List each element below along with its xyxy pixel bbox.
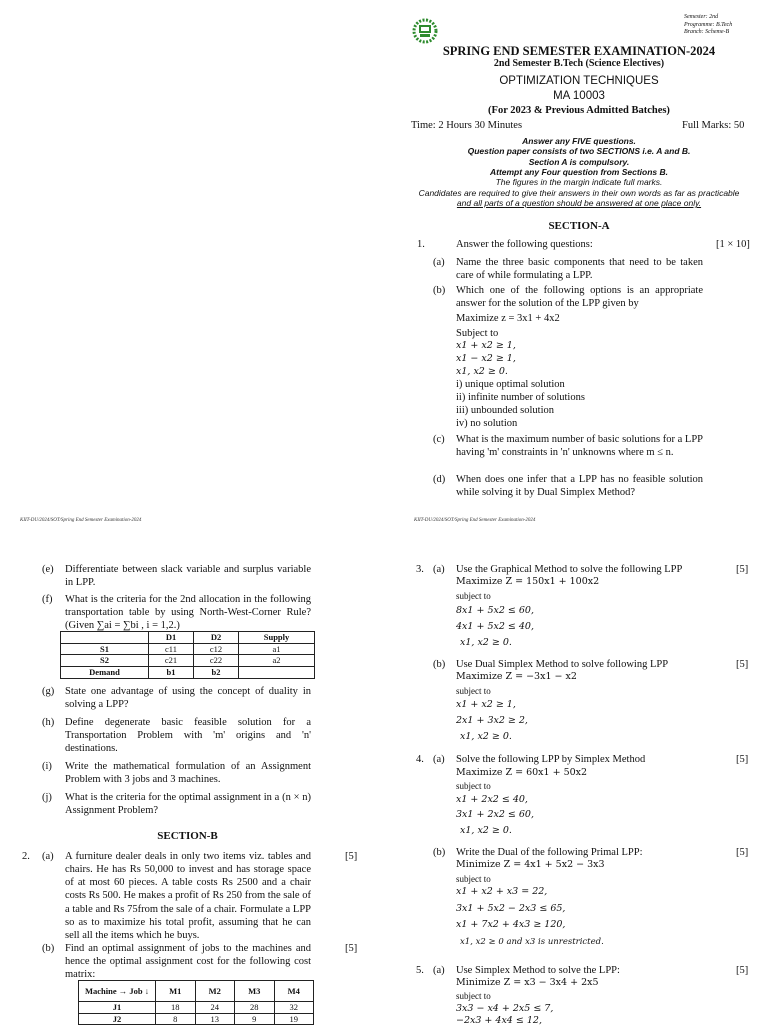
table-cell: c21 (149, 655, 194, 667)
table-row (61, 643, 315, 655)
exam-meta (684, 14, 732, 37)
lpp-line: 3x1 + 2x2 ≤ 60, (456, 809, 534, 820)
question-marks: [5] (345, 943, 358, 954)
exam-time: Time: 2 Hours 30 Minutes (411, 120, 523, 131)
lpp-line: Maximize z = 3x1 + 4x2 (456, 313, 560, 324)
part-text: A furniture dealer deals in only two items viz. tables and chairs. He has Rs 50,000 to invest and has storage space of at most 60 pieces. A table costs Rs 2500 and a chair costs Rs 500. He makes a profit of Rs 250 from the sale of a table and Rs 75from the sale of a chair. Formulate a LPP so as to maximize his total profit, assuming that he can sell all the items which he buys. (65, 851, 311, 941)
lpp-line: x1 + x2 ≥ 1, (456, 340, 516, 351)
instruction-line: Answer any FIVE questions. (522, 136, 636, 146)
table-header-cell: M1 (156, 981, 196, 1002)
part-text: What is the maximum number of basic solutions for a LPP having 'm' constraints in 'n' unknowns where m ≤ n. (456, 434, 703, 459)
table-cell: 9 (235, 1013, 275, 1025)
table-cell: b2 (194, 666, 239, 678)
transportation-table (60, 631, 315, 679)
table-cell: c11 (149, 643, 194, 655)
part-label: (b) (42, 943, 55, 954)
course-name: OPTIMIZATION TECHNIQUES (499, 75, 659, 87)
part-label: (j) (42, 792, 52, 803)
part-text: Differentiate between slack variable and surplus variable in LPP. (65, 564, 311, 589)
batch-note: (For 2023 & Previous Admitted Batches) (488, 105, 670, 116)
instruction-line: Question paper consists of two SECTIONS i.e. A and B. (467, 146, 691, 157)
part-text: Write the mathematical formulation of an Assignment Problem with 3 jobs and 3 machines. (65, 761, 311, 786)
instruction-line: Section A is compulsory. (528, 156, 630, 167)
table-header-cell: M3 (235, 981, 275, 1002)
table-header-cell: Machine → Job ↓ (79, 981, 156, 1002)
part-label: (h) (42, 717, 55, 728)
question-number: 1. (417, 239, 425, 250)
lpp-line: 8x1 + 5x2 ≤ 60, (456, 605, 534, 616)
table-cell: b1 (149, 666, 194, 678)
part-text: Find an optimal assignment of jobs to the machines and hence the optimal assignment cost for the following cost matrix: (65, 943, 311, 981)
part-label: (a) (433, 257, 445, 268)
part-text: What is the criteria for the optimal assignment in a (n × n) Assignment Problem? (65, 792, 311, 817)
question-number: 2. (22, 851, 30, 862)
part-text: Write the Dual of the following Primal LPP: (456, 847, 643, 858)
lpp-line: x1 + 2x2 ≤ 40, (456, 794, 528, 805)
university-logo-icon (412, 18, 438, 44)
full-marks: Full Marks: 50 (682, 120, 745, 131)
part-label: (f) (42, 594, 53, 605)
part-label: (b) (433, 285, 446, 296)
question-number: 3. (416, 564, 424, 575)
table-header-cell: M4 (274, 981, 314, 1002)
question-marks: [5] (736, 965, 749, 976)
table-cell: 18 (156, 1002, 196, 1014)
lpp-line: x1, x2 ≥ 0. (460, 825, 512, 836)
question-number: 5. (416, 965, 424, 976)
option-line: iii) unbounded solution (456, 405, 554, 416)
table-cell: c12 (194, 643, 239, 655)
question-text: Answer the following questions: (456, 239, 593, 250)
lpp-line: subject to (456, 874, 491, 884)
question-marks: [5] (736, 754, 749, 765)
table-header-cell: Supply (239, 632, 315, 644)
table-cell: 32 (274, 1002, 314, 1014)
table-header-cell: D1 (149, 632, 194, 644)
lpp-line: x1, x2 ≥ 0 and x3 is unrestricted. (460, 937, 604, 947)
question-marks: [5] (736, 847, 749, 858)
table-cell: S1 (61, 643, 149, 655)
table-cell: 19 (274, 1013, 314, 1025)
lpp-line: Maximize Z = 150x1 + 100x2 (456, 576, 600, 587)
part-label: (b) (433, 659, 446, 670)
instructions (410, 136, 748, 209)
lpp-line: −2x3 + 4x4 ≤ 12, (456, 1015, 542, 1026)
lpp-line: Minimize Z = 4x1 + 5x2 − 3x3 (456, 859, 605, 870)
lpp-line: subject to (456, 591, 491, 601)
lpp-line: Maximize Z = −3x1 − x2 (456, 671, 577, 682)
table-header-row (79, 981, 314, 1002)
course-code: MA 10003 (553, 90, 605, 102)
part-text: Define degenerate basic feasible solution for a Transportation Problem with 'm' origins and 'n' destinations. (65, 717, 311, 755)
lpp-line: subject to (456, 991, 491, 1001)
part-label: (a) (433, 564, 445, 575)
part-text: Which one of the following options is an appropriate answer for the solution of the LPP given by (456, 285, 703, 310)
table-cell: c22 (194, 655, 239, 667)
footer-right: KIIT-DU/2024/SOT/Spring End Semester Examination-2024 (414, 518, 536, 523)
lpp-line: subject to (456, 781, 491, 791)
table-cell: Demand (61, 666, 149, 678)
lpp-line: 3x3 − x4 + 2x5 ≤ 7, (456, 1003, 554, 1014)
part-text: Use Dual Simplex Method to solve following LPP (456, 659, 669, 670)
lpp-line: x1 + x2 + x3 = 22, (456, 886, 548, 897)
table-cell (239, 666, 315, 678)
lpp-line: x1, x2 ≥ 0. (456, 366, 508, 377)
part-text: Name the three basic components that need to be taken care of while formulating a LPP. (456, 257, 703, 282)
lpp-line: Subject to (456, 328, 499, 339)
part-label: (a) (433, 965, 445, 976)
question-marks: [1 × 10] (716, 239, 750, 250)
lpp-line: x1, x2 ≥ 0. (460, 637, 512, 648)
footer-left: KIIT-DU/2024/SOT/Spring End Semester Examination-2024 (20, 518, 142, 523)
lpp-line: Maximize Z = 60x1 + 50x2 (456, 767, 588, 778)
lpp-line: x1 − x2 ≥ 1, (456, 353, 516, 364)
part-text: State one advantage of using the concept of duality in solving a LPP? (65, 686, 311, 711)
table-cell: 13 (195, 1013, 235, 1025)
table-header-row (61, 632, 315, 644)
table-cell: 24 (195, 1002, 235, 1014)
section-a-title: SECTION-A (548, 220, 610, 232)
table-row (61, 666, 315, 678)
table-header-cell: M2 (195, 981, 235, 1002)
part-text: Solve the following LPP by Simplex Method (456, 754, 646, 765)
table-cell: 28 (235, 1002, 275, 1014)
table-header-cell: D2 (194, 632, 239, 644)
part-text: Use the Graphical Method to solve the following LPP (456, 564, 683, 575)
lpp-line: 3x1 + 5x2 − 2x3 ≤ 65, (456, 903, 566, 914)
table-row (79, 1013, 314, 1025)
instruction-line: and all parts of a question should be answered at one place only. (456, 198, 702, 209)
exam-title: SPRING END SEMESTER EXAMINATION-2024 (442, 44, 716, 58)
table-cell: S2 (61, 655, 149, 667)
part-label: (i) (42, 761, 52, 772)
lpp-line: 2x1 + 3x2 ≥ 2, (456, 715, 528, 726)
table-row (79, 1002, 314, 1014)
option-line: ii) infinite number of solutions (456, 392, 585, 403)
part-label: (c) (433, 434, 445, 445)
lpp-line: 4x1 + 5x2 ≤ 40, (456, 621, 534, 632)
meta-programme: Programme: B.Tech (684, 21, 733, 28)
part-text: When does one infer that a LPP has no feasible solution while solving it by Dual Simplex Method? (456, 474, 703, 499)
part-label: (a) (42, 851, 54, 862)
instruction-line: Attempt any Four question from Sections B. (489, 167, 669, 178)
table-header-cell (61, 632, 149, 644)
option-line: i) unique optimal solution (456, 379, 565, 390)
meta-branch: Branch: Scheme-B (684, 29, 730, 35)
part-text: Use Simplex Method to solve the LPP: (456, 965, 620, 976)
instruction-line: Candidates are required to give their answers in their own words as far as practicable (418, 187, 740, 198)
meta-semester: Semester: 2nd (684, 14, 719, 20)
table-cell: J2 (79, 1013, 156, 1025)
cost-matrix-table (78, 980, 314, 1025)
lpp-line: subject to (456, 686, 491, 696)
question-marks: [5] (345, 851, 358, 862)
lpp-line: x1 + x2 ≥ 1, (456, 699, 516, 710)
table-cell: J1 (79, 1002, 156, 1014)
instruction-line: The figures in the margin indicate full marks. (495, 177, 663, 188)
question-marks: [5] (736, 659, 749, 670)
option-line: iv) no solution (456, 418, 518, 429)
part-label: (a) (433, 754, 445, 765)
table-cell: 8 (156, 1013, 196, 1025)
lpp-line: x1 + 7x2 + 4x3 ≥ 120, (456, 919, 566, 930)
table-cell: a1 (239, 643, 315, 655)
part-label: (e) (42, 564, 54, 575)
lpp-line: Minimize Z = x3 − 3x4 + 2x5 (456, 977, 599, 988)
table-row (61, 655, 315, 667)
table-cell: a2 (239, 655, 315, 667)
lpp-line: x1, x2 ≥ 0. (460, 731, 512, 742)
question-number: 4. (416, 754, 424, 765)
part-label: (b) (433, 847, 446, 858)
exam-subtitle: 2nd Semester B.Tech (Science Electives) (493, 58, 665, 69)
question-marks: [5] (736, 564, 749, 575)
section-b-title: SECTION-B (157, 830, 218, 842)
part-label: (d) (433, 474, 446, 485)
part-label: (g) (42, 686, 55, 697)
part-text: What is the criteria for the 2nd allocation in the following transportation table by using North-West-Corner Rule? (Given ∑ai = ∑bi , i = 1,2.) (65, 594, 311, 632)
